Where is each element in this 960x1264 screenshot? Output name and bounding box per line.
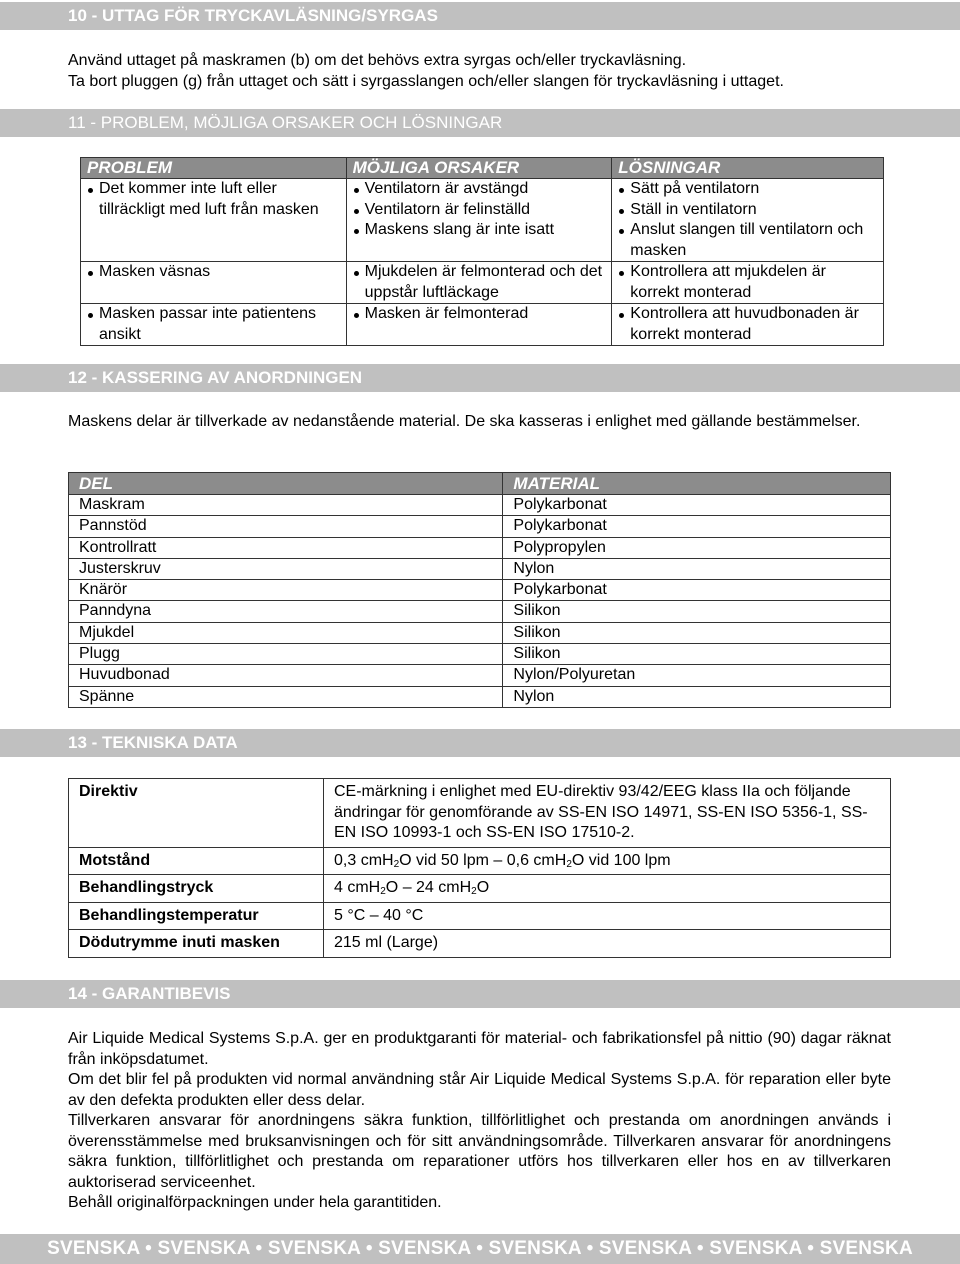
part-material: Nylon xyxy=(503,686,891,707)
table-row xyxy=(69,558,891,579)
section-12-paragraph: Maskens delar är tillverkade av nedanstående material. De ska kasseras i enlighet med gällande bestämmelser. xyxy=(68,413,861,430)
problem-cell xyxy=(81,179,347,262)
spec-label: Direktiv xyxy=(69,779,324,848)
table-row xyxy=(69,580,891,601)
problem-cell xyxy=(81,262,347,304)
table-row xyxy=(69,495,891,516)
solutions-cell xyxy=(612,304,884,346)
table-row xyxy=(69,779,891,848)
causes-cell xyxy=(346,179,612,262)
section-10-line-2: Ta bort pluggen (g) från uttaget och sätt i syrgasslangen och/eller slangen för tryckavläsning i uttaget. xyxy=(68,72,784,90)
table-row xyxy=(81,179,884,262)
section-13-heading: 13 - TEKNISKA DATA xyxy=(0,729,960,757)
part-material: Polykarbonat xyxy=(503,495,891,516)
subscript: 2 xyxy=(566,858,572,870)
section-10-heading: 10 - UTTAG FÖR TRYCKAVLÄSNING/SYRGAS xyxy=(0,2,960,30)
list-item: Ventilatorn är felinställd xyxy=(353,200,608,221)
header-del: DEL xyxy=(69,473,503,495)
table-row xyxy=(69,875,891,903)
section-12-heading: 12 - KASSERING AV ANORDNINGEN xyxy=(0,364,960,392)
part-material: Nylon/Polyuretan xyxy=(503,665,891,686)
spec-label: Motstånd xyxy=(69,847,324,875)
list-item: Ventilatorn är avstängd xyxy=(353,179,608,200)
table-row xyxy=(69,665,891,686)
table-row xyxy=(69,601,891,622)
problem-cell xyxy=(81,304,347,346)
solutions-cell xyxy=(612,262,884,304)
subscript: 2 xyxy=(393,858,400,870)
table-row xyxy=(69,537,891,558)
spec-label: Dödutrymme inuti masken xyxy=(69,930,324,958)
section-10-text xyxy=(68,51,891,92)
list-item: Det kommer inte luft eller tillräckligt med luft från masken xyxy=(87,179,342,220)
part-material: Polykarbonat xyxy=(503,516,891,537)
causes-cell xyxy=(346,262,612,304)
section-11-heading: 11 - PROBLEM, MÖJLIGA ORSAKER OCH LÖSNINGAR xyxy=(0,109,960,137)
part-name: Knärör xyxy=(69,580,503,601)
value-part: O – 24 cmH xyxy=(385,879,472,896)
causes-cell xyxy=(346,304,612,346)
spec-value: CE-märkning i enlighet med EU-direktiv 93/42/EEG klass IIa och följande ändringar för genomförande av SS-EN ISO 14971, SS-EN ISO 5356-1, SS-EN ISO 10993-1 och SS-EN ISO 17510-2. xyxy=(324,779,891,848)
section-12-text xyxy=(68,412,891,433)
part-name: Plugg xyxy=(69,644,503,665)
part-name: Justerskruv xyxy=(69,558,503,579)
table-row xyxy=(81,304,884,346)
list-item: Masken väsnas xyxy=(87,262,342,283)
value-part: O xyxy=(476,879,490,896)
subscript: 2 xyxy=(380,886,386,897)
table-row xyxy=(69,930,891,958)
list-item: Ställ in ventilatorn xyxy=(618,200,879,221)
solutions-cell xyxy=(612,179,884,262)
table-row xyxy=(69,622,891,643)
spec-value: 215 ml (Large) xyxy=(324,930,891,958)
part-material: Silikon xyxy=(503,601,891,622)
language-footer: SVENSKA • SVENSKA • SVENSKA • SVENSKA • SVENSKA • SVENSKA • SVENSKA • SVENSKA xyxy=(0,1234,960,1264)
problem-table-header xyxy=(81,158,884,179)
table-row xyxy=(69,686,891,707)
part-name: Mjukdel xyxy=(69,622,503,643)
value-part: O vid 100 lpm xyxy=(571,851,671,869)
spec-label: Behandlingstemperatur xyxy=(69,902,324,930)
value-part: O vid 50 lpm – 0,6 cmH xyxy=(399,851,567,869)
header-causes: MÖJLIGA ORSAKER xyxy=(346,158,612,179)
list-item: Kontrollera att mjukdelen är korrekt monterad xyxy=(618,262,879,303)
warranty-paragraph: Tillverkaren ansvarar för anordningens säkra funktion, tillförlitlighet och prestanda om anordningen används i överensstämmelse med bruksanvisningen och för sitt användningsområde. Tillverkaren ansvarar för anordningens säkra funktion, tillförlitlighet och prestanda om reparationer utförs hos tillverkaren eller hos en av tillverkaren auktoriserad serviceenhet. xyxy=(68,1112,891,1191)
part-material: Polykarbonat xyxy=(503,580,891,601)
list-item: Maskens slang är inte isatt xyxy=(353,220,608,241)
part-material: Silikon xyxy=(503,644,891,665)
warranty-paragraph: Behåll originalförpackningen under hela garantitiden. xyxy=(68,1194,442,1211)
warranty-paragraph: Air Liquide Medical Systems S.p.A. ger en produktgaranti för material- och fabrikationsfel på nittio (90) dagar räknat från inköpsdatumet. xyxy=(68,1030,891,1068)
part-material: Silikon xyxy=(503,622,891,643)
problem-table xyxy=(80,157,884,346)
header-material: MATERIAL xyxy=(503,473,891,495)
list-item: Sätt på ventilatorn xyxy=(618,179,879,200)
list-item: Masken passar inte patientens ansikt xyxy=(87,304,342,345)
list-item: Kontrollera att huvudbonaden är korrekt monterad xyxy=(618,304,879,345)
section-14-text xyxy=(68,1029,891,1214)
part-material: Nylon xyxy=(503,558,891,579)
warranty-paragraph: Om det blir fel på produkten vid normal användning står Air Liquide Medical Systems S.p.A. för reparation eller byte av den defekta produkten eller dess delar. xyxy=(68,1071,891,1109)
table-row xyxy=(69,516,891,537)
part-name: Huvudbonad xyxy=(69,665,503,686)
table-row xyxy=(69,902,891,930)
section-10-line-1: Använd uttaget på maskramen (b) om det behövs extra syrgas och/eller tryckavläsning. xyxy=(68,52,687,69)
part-name: Kontrollratt xyxy=(69,537,503,558)
material-table xyxy=(68,472,891,708)
part-name: Maskram xyxy=(69,495,503,516)
tech-table xyxy=(68,778,891,958)
table-row xyxy=(69,644,891,665)
spec-label: Behandlingstryck xyxy=(69,875,324,903)
list-item: Mjukdelen är felmonterad och det uppstår luftläckage xyxy=(353,262,608,303)
table-row xyxy=(81,262,884,304)
part-name: Panndyna xyxy=(69,601,503,622)
section-14-heading: 14 - GARANTIBEVIS xyxy=(0,980,960,1008)
header-solutions: LÖSNINGAR xyxy=(612,158,884,179)
material-table-header xyxy=(69,473,891,495)
part-name: Spänne xyxy=(69,686,503,707)
spec-value xyxy=(324,847,891,875)
spec-value xyxy=(324,875,891,903)
subscript: 2 xyxy=(471,886,477,897)
spec-value: 5 °C – 40 °C xyxy=(324,902,891,930)
header-problem: PROBLEM xyxy=(81,158,347,179)
value-part: 4 cmH xyxy=(334,879,381,896)
value-part: 0,3 cmH xyxy=(334,851,394,869)
list-item: Anslut slangen till ventilatorn och masken xyxy=(618,220,879,261)
part-material: Polypropylen xyxy=(503,537,891,558)
list-item: Masken är felmonterad xyxy=(353,304,608,325)
part-name: Pannstöd xyxy=(69,516,503,537)
table-row xyxy=(69,847,891,875)
